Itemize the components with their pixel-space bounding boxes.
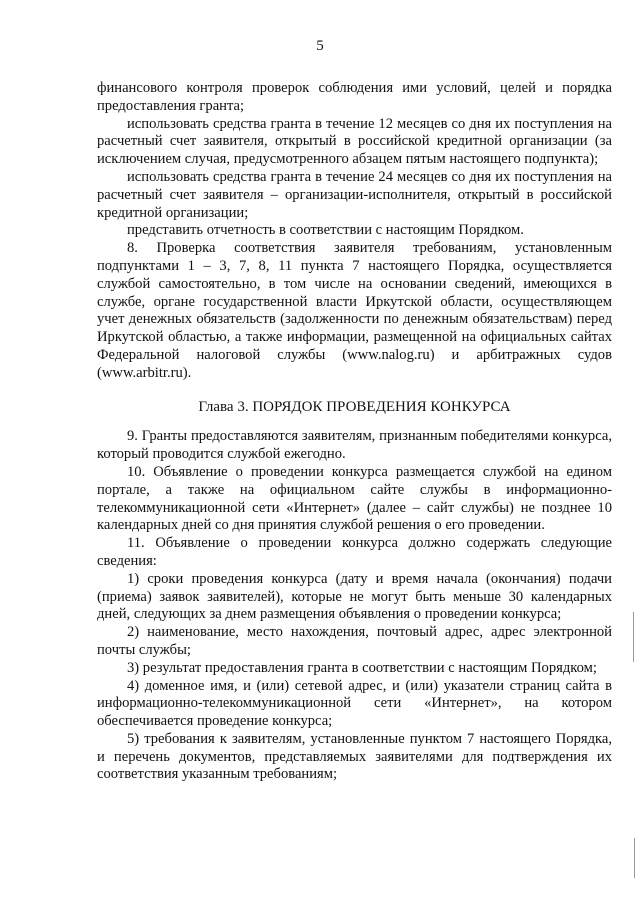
paragraph-reporting: представить отчетность в соответствии с настоящим Порядком. <box>127 222 524 239</box>
paragraph-subitem-4: 4) доменное имя, и (или) сетевой адрес, и (или) указатели страниц сайта в информационно-телекоммуникационной сети «Интернет», на котором обеспечивается проведение конкурса; <box>97 677 612 730</box>
paragraph-item-10: 10. Объявление о проведении конкурса размещается службой на едином портале, а также на официальном сайте службы в информационно-телекоммуникационной сети «Интернет» (далее – сайт службы) не позднее 10 календарных дней со дня принятия службой решения о его проведении. <box>97 463 612 534</box>
scan-margin-mark <box>633 612 634 662</box>
paragraph-item-11: 11. Объявление о проведении конкурса должно содержать следующие сведения: <box>97 535 612 569</box>
paragraph-item-8: 8. Проверка соответствия заявителя требованиям, установленным подпунктами 1 – 3, 7, 8, 11 пункта 7 настоящего Порядка, осуществляется службой самостоятельно, в том числе на основании сведений, имеющихся в службе, органе государственной власти Иркутской области, осуществляющем учет денежных обязательств (задолженности по денежным обязательствам) перед Иркутской областью, а также информации, размещенной на официальных сайтах Федеральной налоговой службы (www.nalog.ru) и арбитражных судов (www.arbitr.ru). <box>97 240 612 381</box>
chapter-heading: Глава 3. ПОРЯДОК ПРОВЕДЕНИЯ КОНКУРСА <box>198 398 511 415</box>
document-body <box>97 80 612 784</box>
paragraph-item-9: 9. Гранты предоставляются заявителям, признанным победителями конкурса, который проводится службой ежегодно. <box>97 428 612 463</box>
paragraph-subitem-3: 3) результат предоставления гранта в соответствии с настоящим Порядком; <box>127 659 597 676</box>
paragraph-finance-control: финансового контроля проверок соблюдения ими условий, целей и порядка предоставления гранта; <box>97 80 612 114</box>
scan-margin-mark-lower <box>634 838 635 878</box>
page-number: 5 <box>316 38 324 54</box>
paragraph-subitem-2: 2) наименование, место нахождения, почтовый адрес, адрес электронной почты службы; <box>97 624 612 658</box>
paragraph-use-grant-12-months: использовать средства гранта в течение 12 месяцев со дня их поступления на расчетный счет заявителя, открытый в российской кредитной организации (за исключением случая, предусмотренного абзацем пятым настоящего подпункта); <box>97 115 612 168</box>
paragraph-use-grant-24-months: использовать средства гранта в течение 24 месяцев со дня их поступления на расчетный счет заявителя – организации-исполнителя, открытый в российской кредитной организации; <box>97 168 612 221</box>
paragraph-subitem-1: 1) сроки проведения конкурса (дату и время начала (окончания) подачи (приема) заявок заявителей), которые не могут быть меньше 30 календарных дней, следующих за днем размещения объявления о проведении конкурса; <box>97 570 612 623</box>
paragraph-subitem-5: 5) требования к заявителям, установленные пунктом 7 настоящего Порядка, и перечень документов, представляемых заявителями для подтверждения их соответствия указанным требованиям; <box>97 730 612 783</box>
